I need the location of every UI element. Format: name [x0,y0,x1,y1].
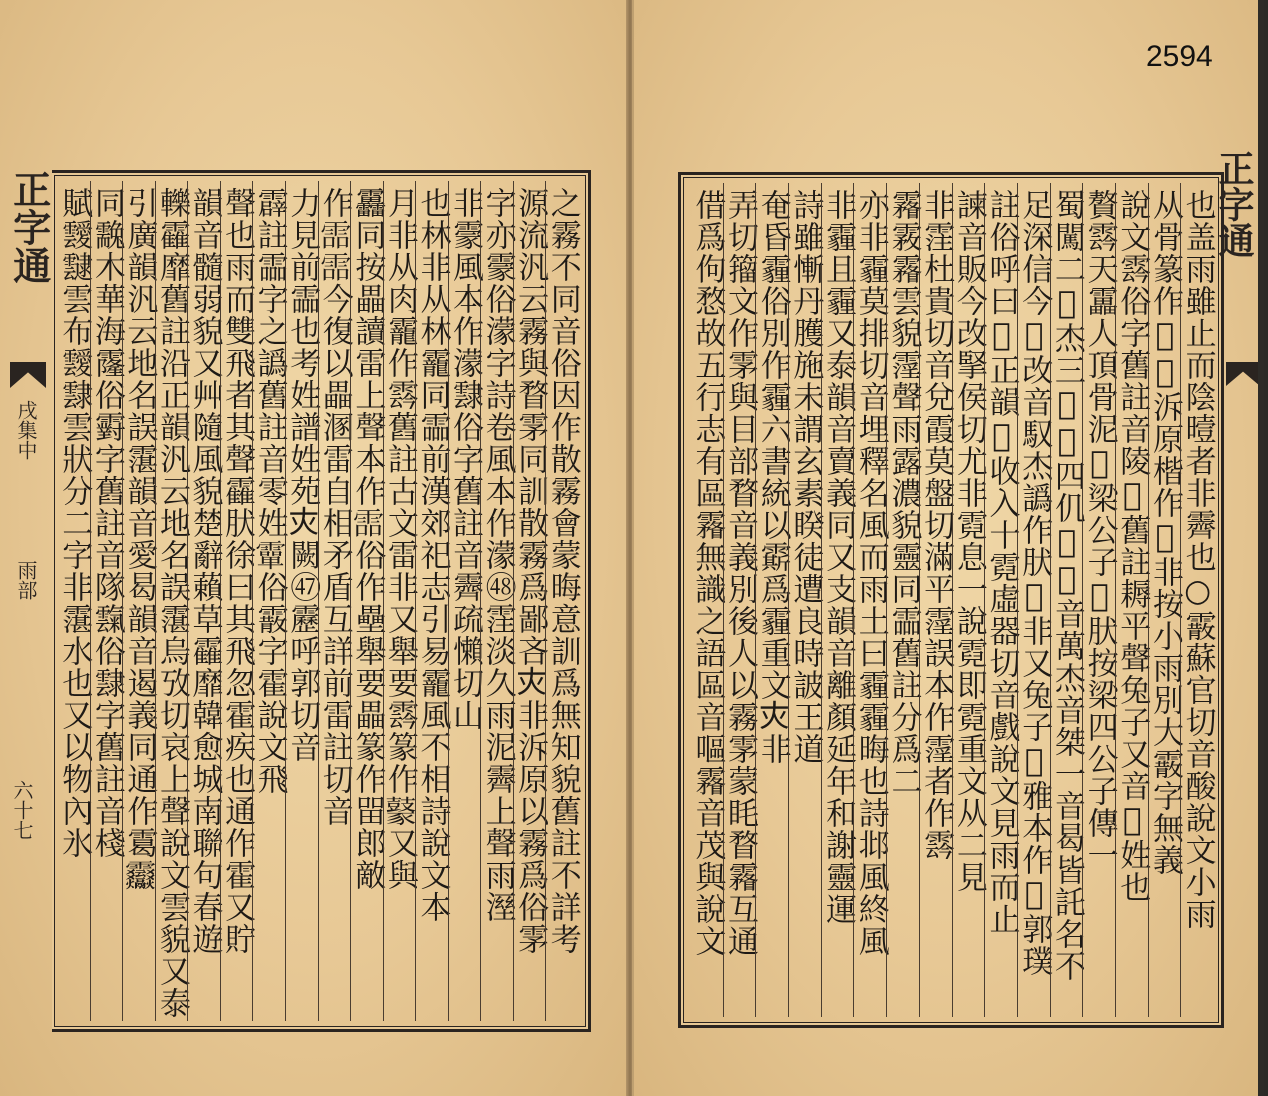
column-text: 也林非从林靇同霝前漢郊祀志引易靇風不相詩說文本 [414,187,451,923]
text-column [544,181,581,1021]
folio-number: 六十七 [10,780,34,840]
margin-title: 正字通 [6,170,52,284]
column-text: 贅𩃬天靁人頂骨泥𩆞梁公子𩆞肰按梁四公子傳一 [1081,189,1118,871]
left-text-frame [52,170,591,1032]
right-text-columns [689,183,1216,1017]
margin-section: 戌集中 [14,400,38,460]
text-column [121,181,158,1021]
text-column [952,183,985,1017]
column-text: 賦靉靆雲布靉霴雲狀分二字非霮水也又以物內氷 [56,187,93,859]
column-text: 力見前霝也考姓譜姓苑𡗜闕㊼靂呼郭切音 [284,187,321,763]
text-column [1016,183,1053,1017]
column-text: 之霧不同音俗因作散霧會蒙晦意訓爲無知貌舊註不詳考 [544,187,581,955]
column-text: 靐同按畾讀雷上聲本作𩂩俗作壘舉要畾篆作㽞郎敵 [349,187,386,891]
text-column [155,181,188,1021]
text-column [689,183,726,1017]
text-column [918,183,955,1017]
text-column [820,183,857,1017]
column-text: 註俗呼曰𩆞正韻𩆞收入十霓虛器切音戲說文見雨而止 [983,189,1020,935]
column-text: 非霔杜貴切音兌霞莫盤切滿平霪誤本作霪者作𩃬 [918,189,955,861]
text-column [284,181,321,1021]
text-column [447,181,484,1021]
text-column [983,183,1020,1017]
text-column [414,181,451,1021]
text-column [722,183,759,1017]
column-text: 亦非霾莫排切音埋釋名風而雨土曰霾霾晦也詩邶風終風 [852,189,889,957]
right-page [632,0,1264,1096]
column-text: 借爲佝愗故五行志有區霿無識之語區音嘔霿音茂與說文 [689,189,726,957]
column-text: 轢靃靡舊註沿正韻汎云地名誤霮烏攷切哀上聲說文雲貌又泰 [153,187,190,1019]
column-text: 弄切籀文作雺與目部瞀音義別後人以霧雺蒙眊瞀霿互通 [722,189,759,957]
left-text-columns [56,181,581,1021]
column-text: 足深信今𩆞改音馭杰譌作肰𡗜非又兔子𪓑雅本作𩆠郭璞 [1016,189,1053,977]
text-column [219,181,256,1021]
column-text: 韻音髓弱貌又艸隨風貌楚辭藾草靃靡韓愈城南聯句春遊 [186,187,223,955]
text-column [251,181,288,1021]
left-page [0,0,630,1096]
column-text: 諫音販今改掔侯切尤非霓息一說霓即霓重文从二見 [950,189,987,893]
text-column [1148,183,1181,1017]
column-text: 非霾且霾又泰韻音賣義同又支韻音離顏延年和謝靈運 [820,189,857,925]
text-column [1081,183,1118,1017]
text-column [56,181,93,1021]
column-text: 詩雖慚丹臒施未謂玄素睽徒遭良時詖王道 [787,189,824,765]
text-column [383,181,416,1021]
page-number-label: 2594 [1146,40,1213,73]
page-edge [1258,0,1264,1096]
column-text: 蜀闖二𩆞杰三𩆞𩆞四仉𩆞𩆞音萬杰音桀一音曷皆託名不 [1048,189,1085,982]
column-text: 也盖雨雖止而陰曀者非霽也○霰蘇官切音酸說文小雨 [1179,189,1216,930]
text-column [787,183,824,1017]
fishtail-mark-right [1226,362,1260,386]
column-text: 同䨲木華海霳俗䨴字舊註音隊霼俗霴字舊註音棧 [88,187,125,859]
text-column [1179,183,1216,1017]
column-text: 作𩂩𩂩今復以畾溷雷自相矛盾互詳前雷註切音 [316,187,353,827]
text-column [1050,183,1083,1017]
column-text: 非霥風本作濛霴俗字舊註音霽疏懶切山 [447,187,484,731]
margin-radical: 雨部 [14,560,38,600]
text-column [512,181,549,1021]
column-text: 引廣韻汎云地名誤霮韻音愛曷韻音遏義同通作䨠𩇒 [121,187,158,891]
text-column [479,181,516,1021]
text-column [1114,183,1151,1017]
text-column [754,183,791,1017]
column-text: 字亦霥俗濛字詩卷風本作濛㊽霔淡久雨泥霽上聲雨溼 [479,187,516,923]
column-text: 聲也雨而雙飛者其聲靃肰徐曰其飛忽霍疾也通作霍又貯 [219,187,256,955]
column-text: 月非从肉靇作𩃬舊註古文雷非又舉要𩃬篆作𪔟又與 [381,187,418,891]
column-text: 霿霚霿雲貌霪聲雨露濃貌靈同霝舊註分爲二 [885,189,922,797]
column-text: 奄昏霾俗別作霾六書統以𩅰爲霾重文𡗜非 [754,189,791,765]
column-text: 霹註霝字之譌舊註音零姓𩅦俗霰字霍說文飛 [251,187,288,795]
column-text: 从骨篆作𩃣𩃵泝原楷作𩄣非按小雨別大霰字無義 [1146,189,1183,876]
column-text: 源流汎云霧與瞀雺同訓散霧爲鄙吝𡗜非泝原以霧爲俗雺 [512,187,549,955]
text-column [349,181,386,1021]
text-column [885,183,922,1017]
text-column [186,181,223,1021]
column-text: 說文𩃬俗字舊註音陵𩆞舊註耨平聲兔子又音𩆞姓也 [1114,189,1151,903]
right-text-frame [678,172,1224,1028]
text-column [318,181,351,1021]
right-margin-title: 正字通 [1213,150,1255,258]
text-column [90,181,123,1021]
text-column [852,183,889,1017]
